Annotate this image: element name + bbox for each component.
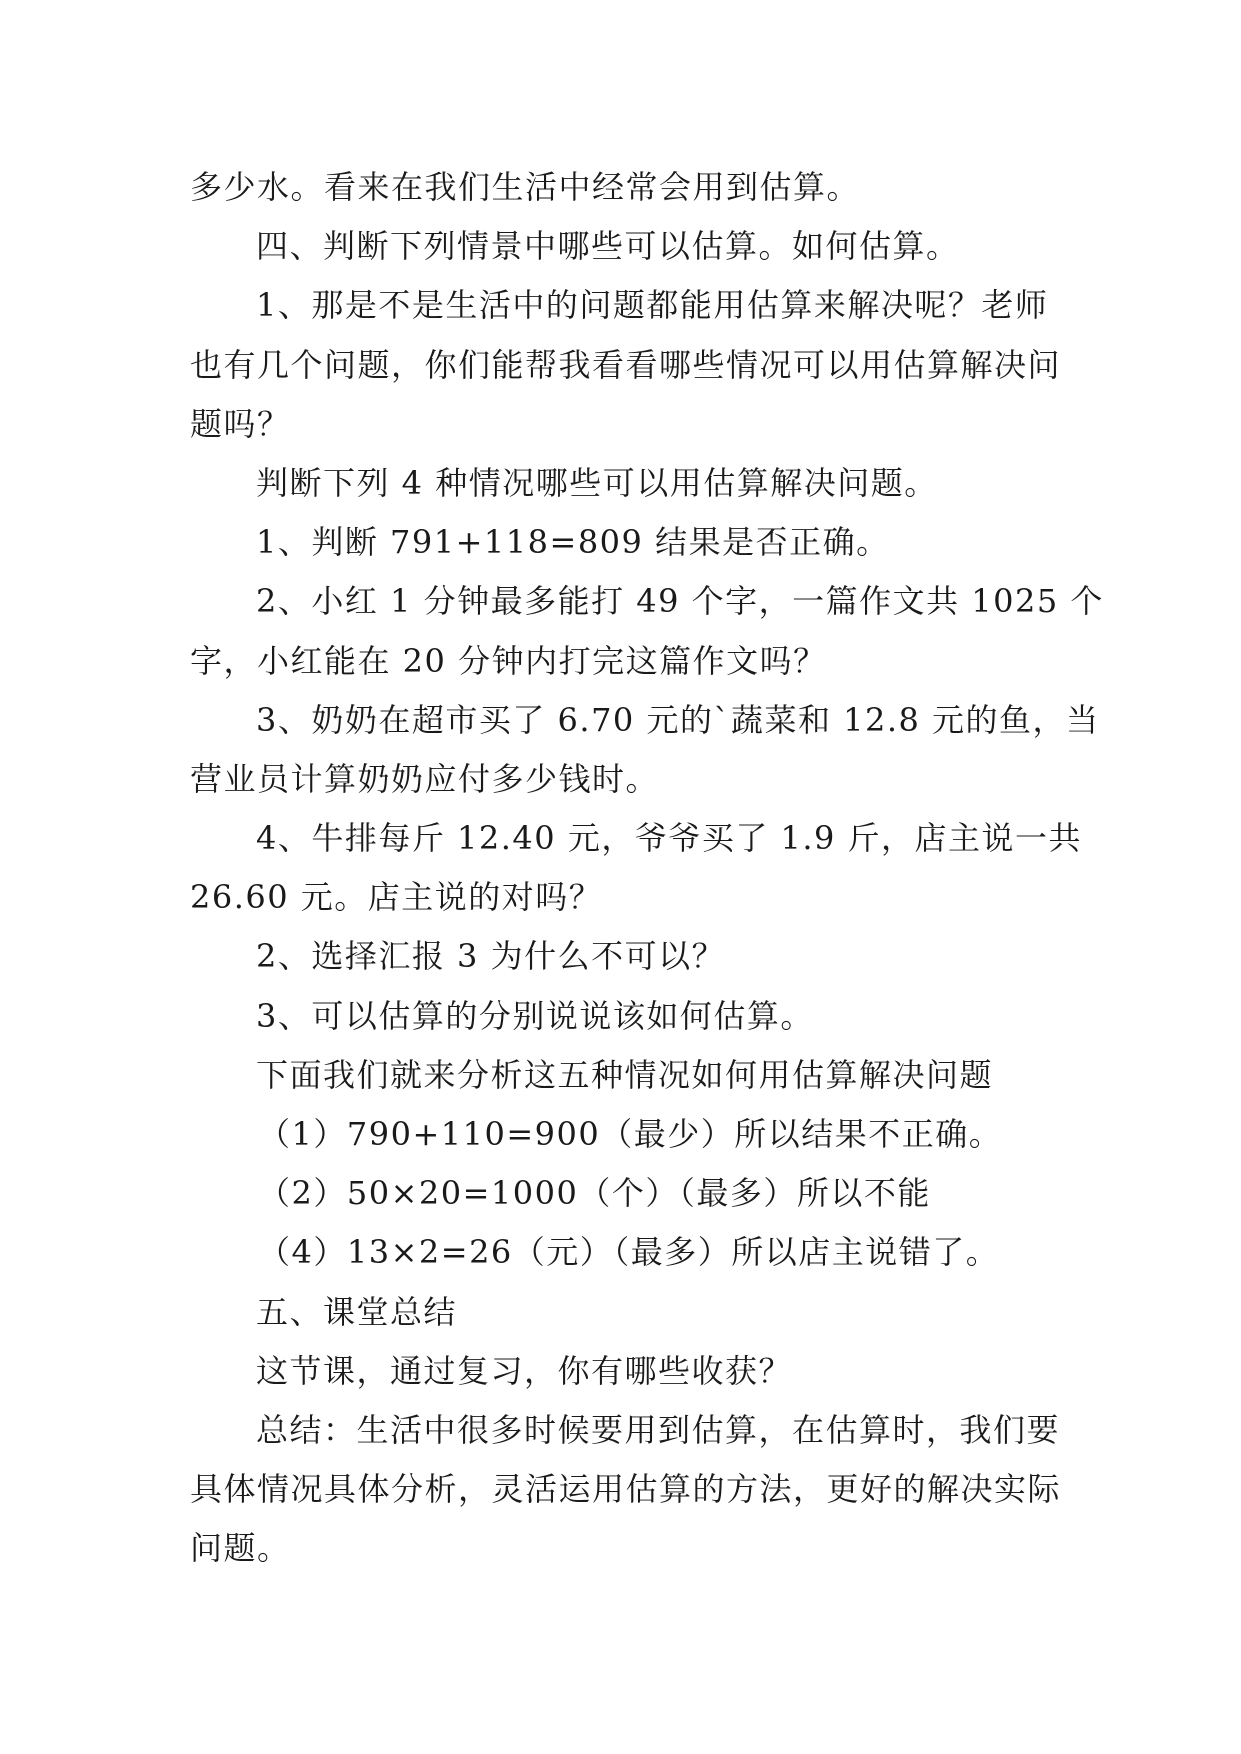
list-item: 4、牛排每斤 12.40 元，爷爷买了 1.9 斤，店主说一共 bbox=[256, 819, 1083, 858]
document-body bbox=[190, 158, 1104, 1579]
list-item: 1、判断 791+118=809 结果是否正确。 bbox=[256, 523, 890, 562]
text-line: 也有几个问题，你们能帮我看看哪些情况可以用估算解决问 bbox=[190, 345, 1062, 384]
answer-line: （4）13×2=26（元）（最多）所以店主说错了。 bbox=[258, 1233, 1000, 1272]
text-line: 1、那是不是生活中的问题都能用估算来解决呢？老师 bbox=[256, 286, 1049, 325]
text-line: 26.60 元。店主说的对吗？ bbox=[190, 878, 603, 917]
list-item: 3、奶奶在超市买了 6.70 元的`蔬菜和 12.8 元的鱼，当 bbox=[256, 700, 1100, 739]
text-line: 总结：生活中很多时候要用到估算，在估算时，我们要 bbox=[256, 1410, 1061, 1449]
text-line: 具体情况具体分析，灵活运用估算的方法，更好的解决实际 bbox=[190, 1470, 1062, 1509]
text-line: 字，小红能在 20 分钟内打完这篇作文吗？ bbox=[190, 641, 827, 680]
text-line: 判断下列 4 种情况哪些可以用估算解决问题。 bbox=[256, 463, 938, 502]
text-line: 营业员计算奶奶应付多少钱时。 bbox=[190, 759, 660, 798]
answer-line: （2）50×20=1000（个）（最多）所以不能 bbox=[258, 1174, 931, 1213]
list-item: 3、可以估算的分别说说该如何估算。 bbox=[256, 996, 814, 1035]
section-heading: 四、判断下列情景中哪些可以估算。如何估算。 bbox=[256, 227, 960, 266]
answer-line: （1）790+110=900（最少）所以结果不正确。 bbox=[258, 1115, 1003, 1153]
text-line: 问题。 bbox=[190, 1529, 291, 1568]
section-heading: 五、课堂总结 bbox=[256, 1292, 458, 1331]
text-line: 多少水。看来在我们生活中经常会用到估算。 bbox=[190, 168, 861, 206]
list-item: 2、小红 1 分钟最多能打 49 个字，一篇作文共 1025 个 bbox=[256, 582, 1104, 621]
text-line: 题吗？ bbox=[190, 404, 291, 443]
list-item: 2、选择汇报 3 为什么不可以？ bbox=[256, 937, 726, 976]
text-line: 这节课，通过复习，你有哪些收获？ bbox=[256, 1351, 793, 1390]
text-line: 下面我们就来分析这五种情况如何用估算解决问题 bbox=[256, 1055, 994, 1094]
